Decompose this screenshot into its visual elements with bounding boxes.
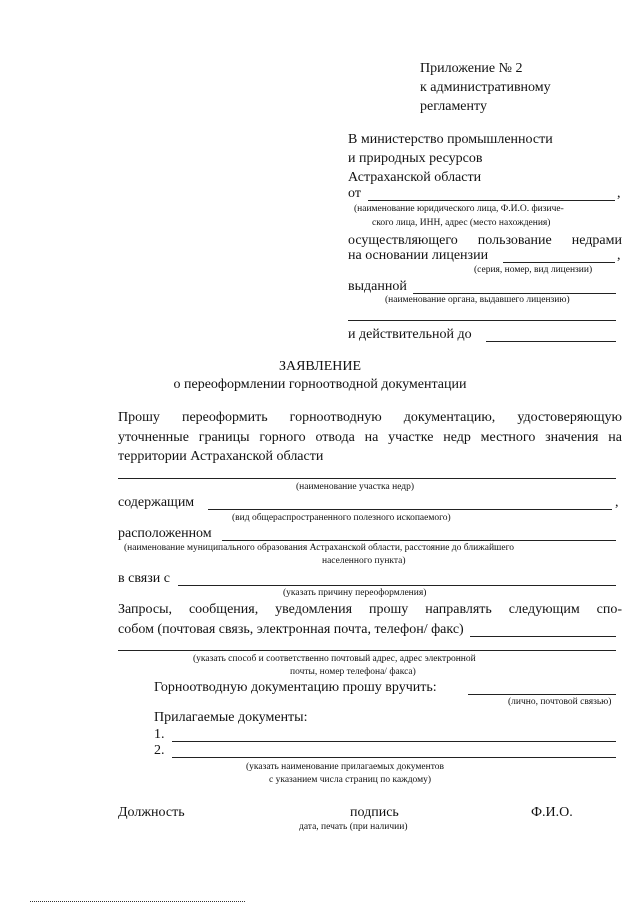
mineral-field[interactable] — [208, 509, 612, 510]
document-subtitle: о переоформлении горноотводной документации — [173, 377, 467, 392]
location-hint-line1: (наименование муниципального образования Астраханской области, расстояние до ближайшего — [124, 543, 514, 553]
mineral-hint: (вид общераспространенного полезного ископаемого) — [232, 513, 451, 523]
location-hint-line2: населенного пункта) — [322, 556, 406, 566]
attached-item-1-field[interactable] — [172, 741, 616, 742]
valid-until-label: и действительной до — [348, 327, 472, 342]
footnote-separator — [30, 901, 245, 902]
appendix-line3: регламенту — [420, 99, 487, 114]
license-label: на основании лицензии — [348, 248, 489, 263]
attached-hint-line1: (указать наименование прилагаемых документов — [246, 762, 444, 772]
from-hint-line2: ского лица, ИНН, адрес (место нахождения) — [372, 218, 551, 228]
paragraph1-line3: территории Астраханской области — [118, 449, 324, 464]
using-word-2: пользование — [477, 233, 552, 248]
from-comma: , — [617, 186, 621, 201]
contains-label: содержащим — [118, 495, 195, 510]
issued-field[interactable] — [413, 293, 616, 294]
from-hint-line1: (наименование юридического лица, Ф.И.О. физиче- — [354, 204, 564, 214]
attached-item-1-number: 1. — [154, 727, 165, 742]
attached-item-2-field[interactable] — [172, 757, 616, 758]
contact-method-field[interactable] — [470, 636, 616, 637]
appendix-line2: к административному — [420, 80, 551, 95]
paragraph1-line2: уточненные границы горного отвода на участке недр местного значения на — [118, 430, 622, 445]
addressee-line2: и природных ресурсов — [348, 151, 483, 166]
reason-field[interactable] — [178, 585, 616, 586]
requests-line1: Запросы, сообщения, уведомления прошу направлять следующим спо- — [118, 602, 622, 617]
attached-documents-label: Прилагаемые документы: — [154, 710, 308, 725]
using-word-3: недрами — [571, 233, 622, 248]
addressee-line3: Астраханской области — [348, 170, 482, 185]
from-field[interactable] — [368, 200, 615, 201]
full-name-label: Ф.И.О. — [531, 805, 573, 820]
method-hint-line2: почты, номер телефона/ факса) — [290, 667, 416, 677]
delivery-field[interactable] — [468, 694, 616, 695]
using-word-1: осуществляющего — [348, 233, 458, 248]
located-label: расположенном — [118, 526, 212, 541]
from-label: от — [348, 186, 361, 201]
issued-hint: (наименование органа, выдавшего лицензию) — [385, 295, 570, 305]
mineral-comma: , — [615, 495, 619, 510]
reason-label: в связи с — [118, 571, 170, 586]
license-field[interactable] — [503, 262, 615, 263]
document-title: ЗАЯВЛЕНИЕ — [278, 359, 362, 374]
subsoil-site-hint: (наименование участка недр) — [296, 482, 415, 492]
reason-hint: (указать причину переоформления) — [283, 588, 427, 598]
requests-line2: собом (почтовая связь, электронная почта, телефон/ факс) — [118, 622, 464, 637]
issued-label: выданной — [348, 279, 407, 294]
using-subsoil-line — [348, 234, 622, 248]
contact-details-field[interactable] — [118, 650, 616, 651]
addressee-line1: В министерство промышленности — [348, 132, 553, 147]
license-comma: , — [617, 248, 621, 263]
subsoil-site-field[interactable] — [118, 478, 616, 479]
date-stamp-hint: дата, печать (при наличии) — [299, 822, 408, 832]
paragraph1-line1: Прошу переоформить горноотводную документацию, удостоверяющую — [118, 410, 622, 425]
delivery-hint: (лично, почтовой связью) — [508, 697, 612, 707]
license-hint: (серия, номер, вид лицензии) — [474, 265, 593, 275]
signature-label: подпись — [350, 805, 399, 820]
appendix-number: Приложение № 2 — [420, 61, 523, 76]
attached-item-2-number: 2. — [154, 743, 165, 758]
delivery-label: Горноотводную документацию прошу вручить: — [154, 680, 437, 695]
issued-field-continuation[interactable] — [348, 320, 616, 321]
attached-hint-line2: с указанием числа страниц по каждому) — [269, 775, 432, 785]
valid-until-field[interactable] — [486, 341, 616, 342]
method-hint-line1: (указать способ и соответственно почтовый адрес, адрес электронной — [193, 654, 476, 664]
location-field[interactable] — [222, 540, 616, 541]
position-label: Должность — [118, 805, 185, 820]
